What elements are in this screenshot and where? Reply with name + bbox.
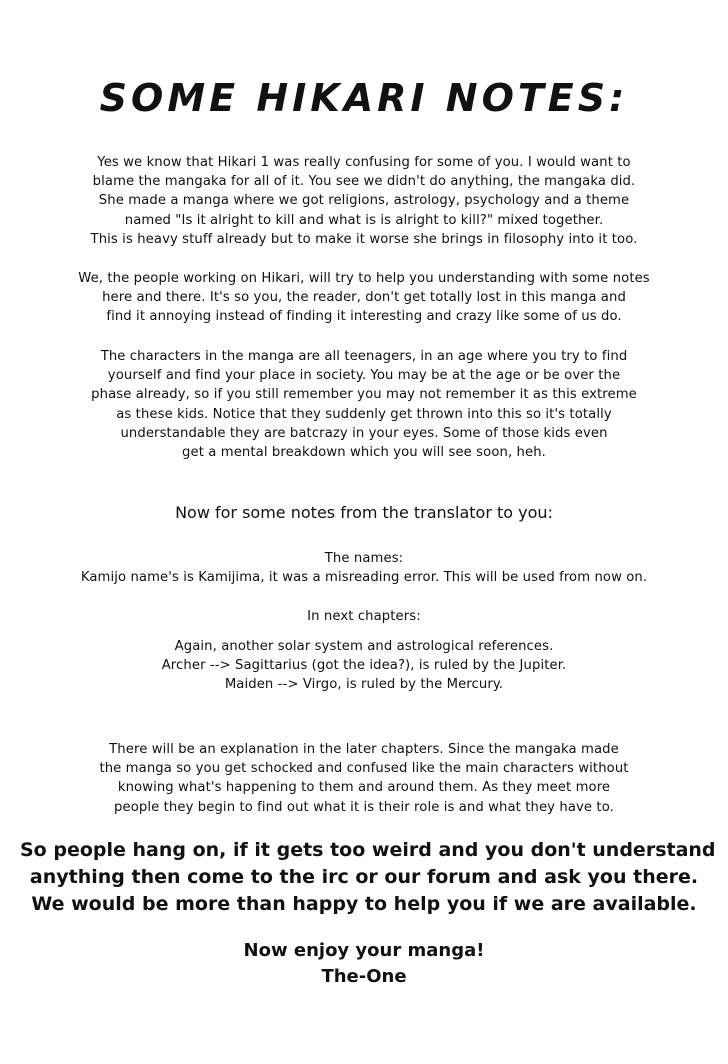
explanation-line: people they begin to find out what it is their role is and what they have to. bbox=[114, 799, 614, 815]
characters-line: phase already, so if you still remember you may not remember it as this extreme bbox=[91, 387, 637, 403]
next-chapters-label: In next chapters: bbox=[307, 609, 421, 624]
intro-line: blame the mangaka for all of it. You see we didn't do anything, the mangaka did. bbox=[92, 174, 636, 190]
intro-line: named "Is it alright to kill and what is is alright to kill?" mixed together. bbox=[124, 212, 604, 228]
team-paragraph bbox=[30, 269, 698, 327]
closing-line: anything then come to the irc or our forum and ask you there. bbox=[29, 866, 699, 888]
intro-line: Yes we know that Hikari 1 was really confusing for some of you. I would want to bbox=[97, 155, 631, 170]
closing-line: We would be more than happy to help you if we are available. bbox=[31, 893, 697, 915]
team-line: We, the people working on Hikari, will try to help you understanding with some notes bbox=[78, 271, 650, 286]
signoff-author: The-One bbox=[321, 966, 407, 987]
closing-line: So people hang on, if it gets too weird and you don't understand bbox=[20, 839, 716, 861]
references-list bbox=[30, 637, 698, 695]
explanation-line: the manga so you get schocked and confused like the main characters without bbox=[99, 761, 629, 777]
explanation-line: There will be an explanation in the later chapters. Since the mangaka made bbox=[109, 742, 619, 757]
signoff bbox=[0, 938, 728, 990]
signoff-message: Now enjoy your manga! bbox=[243, 940, 485, 961]
translator-heading: Now for some notes from the translator to you: bbox=[175, 503, 553, 522]
team-line: find it annoying instead of finding it interesting and crazy like some of us do. bbox=[106, 309, 622, 325]
intro-line: She made a manga where we got religions, astrology, psychology and a theme bbox=[98, 193, 630, 209]
reference-line: Again, another solar system and astrological references. bbox=[174, 639, 554, 654]
characters-line: The characters in the manga are all teenagers, in an age where you try to find bbox=[100, 349, 628, 364]
characters-line: get a mental breakdown which you will see soon, heh. bbox=[182, 445, 546, 461]
intro-line: This is heavy stuff already but to make it worse she brings in filosophy into it too. bbox=[90, 231, 638, 247]
page-title: SOME HIKARI NOTES: bbox=[99, 76, 629, 120]
characters-line: understandable they are batcrazy in your eyes. Some of those kids even bbox=[120, 425, 608, 441]
team-line: here and there. It's so you, the reader, don't get totally lost in this manga and bbox=[102, 290, 626, 306]
explanation-line: knowing what's happening to them and around them. As they meet more bbox=[117, 780, 611, 796]
closing-paragraph bbox=[20, 837, 716, 918]
characters-line: as these kids. Notice that they suddenly get thrown into this so it's totally bbox=[116, 406, 612, 422]
reference-line: Archer --> Sagittarius (got the idea?), is ruled by the Jupiter. bbox=[161, 658, 567, 674]
characters-paragraph bbox=[30, 347, 698, 462]
explanation-paragraph bbox=[30, 740, 698, 817]
names-label: The names: bbox=[324, 551, 404, 566]
names-text: Kamijo name's is Kamijima, it was a misreading error. This will be used from now on. bbox=[80, 570, 648, 585]
intro-paragraph bbox=[30, 153, 698, 249]
characters-line: yourself and find your place in society. You may be at the age or be over the bbox=[107, 368, 621, 384]
reference-line: Maiden --> Virgo, is ruled by the Mercury. bbox=[224, 677, 504, 693]
